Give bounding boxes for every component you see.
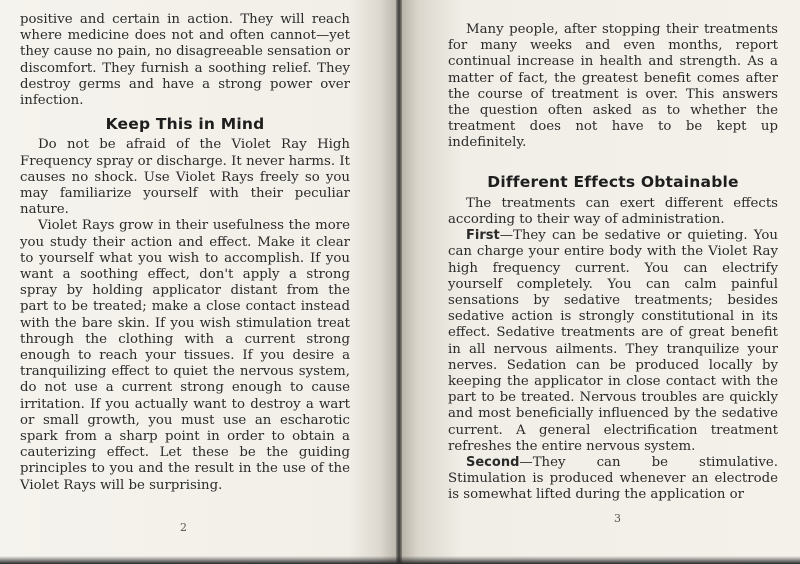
- right-paragraph-second: [448, 455, 778, 504]
- left-heading: Keep This in Mind: [105, 115, 265, 134]
- left-paragraph-1: positive and certain in action. They will reach where medicine does not and often cannot—yet they cause no pain, no disagreeable sensation or discomfort. They furnish a soothing relief. They destroy germs and have a strong power over infection.: [20, 12, 350, 109]
- right-page-number: 3: [614, 512, 621, 525]
- right-page: [402, 0, 800, 564]
- left-page: [0, 0, 396, 564]
- right-heading: Different Effects Obtainable: [487, 172, 739, 191]
- left-paragraph-3: Violet Rays grow in their usefulness the more you study their action and effect. Make it clear to yourself what you wish to accomplish. If you want a soothing effect, don't apply a strong spray by holding applicator distant from the part to be treated; make a close contact instead with the bare skin. If you wish stimulation treat through the clothing with a current strong enough to reach your tissues. If you desire a tranquilizing effect to quiet the nervous system, do not use a current strong enough to cause irritation. If you actually want to destroy a wart or small growth, you must use an escharotic spark from a sharp point in order to obtain a cauterizing effect. Let these be the guiding principles to you and the result in the use of the Violet Rays will be surprising.: [20, 218, 350, 493]
- left-page-number: 2: [180, 521, 187, 534]
- page-bottom-shadow: [0, 556, 800, 564]
- right-paragraph-2: The treatments can exert different effects according to their way of administration.: [448, 195, 778, 228]
- right-paragraph-first: [448, 228, 778, 455]
- second-lead: Second: [466, 455, 520, 471]
- first-text: —They can be sedative or quieting. You can charge your entire body with the Violet Ray high frequency current. You can electrify yourself completely. You can calm painful sensations by sedative treatments; besides sedative action is strongly constitutional in its effect. Sedative treatments are of great benefit in all nervous ailments. They tranquilize your nerves. Sedation can be produced locally by keeping the applicator in close contact with the part to be treated. Nervous troubles are quickly and most beneficially influenced by the sedative current. A general electrification treatment refreshes the entire nervous system.: [448, 228, 778, 454]
- right-page-text: [448, 22, 778, 504]
- first-lead: First: [466, 228, 500, 244]
- left-paragraph-2: Do not be afraid of the Violet Ray High Frequency spray or discharge. It never harms. It causes no shock. Use Violet Rays freely so you may familiarize yourself with their peculiar nature.: [20, 137, 350, 218]
- right-paragraph-1: Many people, after stopping their treatments for many weeks and even months, report continual increase in health and strength. As a matter of fact, the greatest benefit comes after the course of treatment is over. This answers the question often asked as to whether the treatment does not have to be kept up indefinitely.: [448, 22, 778, 151]
- left-page-text: [20, 12, 350, 494]
- second-text: —They can be stimulative. Stimulation is produced whenever an electrode is somewhat lifted during the application or: [448, 455, 778, 503]
